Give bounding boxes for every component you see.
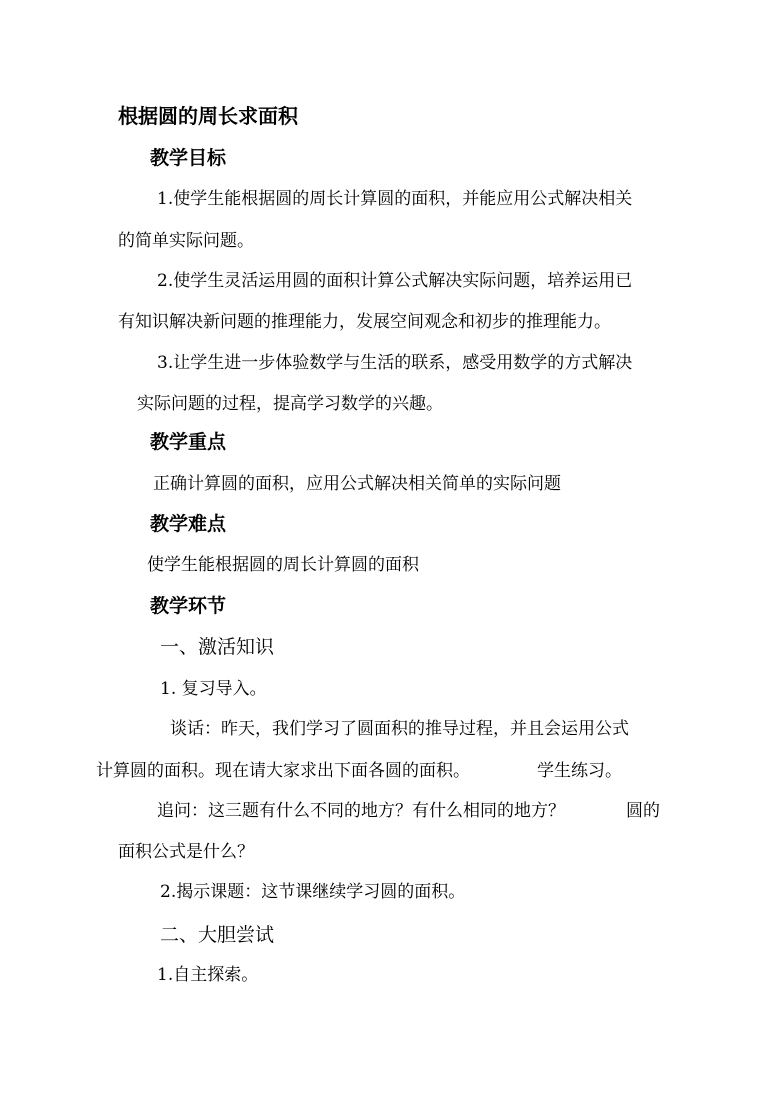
key-points-heading: 教学重点 (150, 431, 227, 453)
objective-3-line-2: 实际问题的过程，提高学习数学的兴趣。 (137, 394, 443, 414)
objective-2-line-2: 有知识解决新问题的推理能力，发展空间观念和初步的推理能力。 (118, 312, 611, 332)
ask-line-2: 面积公式是什么？ (118, 842, 254, 862)
process-heading: 教学环节 (150, 595, 227, 617)
objective-1-line-2: 的简单实际问题。 (118, 231, 254, 251)
objectives-heading: 教学目标 (150, 147, 227, 169)
document-title: 根据圆的周长求面积 (118, 104, 298, 128)
ask-line-1-end: 圆的 (626, 801, 660, 821)
step-reveal-topic: 2.揭示课题：这节课继续学习圆的面积。 (160, 882, 466, 902)
key-points-text: 正确计算圆的面积，应用公式解决相关简单的实际问题 (153, 474, 561, 494)
step-self-explore: 1.自主探索。 (157, 965, 259, 985)
difficulties-heading: 教学难点 (150, 513, 227, 535)
difficulties-text: 使学生能根据圆的周长计算圆的面积 (147, 555, 419, 575)
ask-line-1: 追问：这三题有什么不同的地方？有什么相同的地方？ (157, 801, 565, 821)
section-1-title: 一、激活知识 (160, 636, 275, 658)
talk-line-2-practice: 学生练习。 (537, 761, 622, 781)
talk-line-1: 谈话：昨天，我们学习了圆面积的推导过程，并且会运用公式 (170, 719, 629, 739)
objective-3-line-1: 3.让学生进一步体验数学与生活的联系，感受用数学的方式解决 (157, 353, 633, 373)
step-review-intro: 1. 复习导入。 (160, 679, 267, 699)
section-2-title: 二、大胆尝试 (160, 924, 275, 946)
objective-2-line-1: 2.使学生灵活运用圆的面积计算公式解决实际问题，培养运用已 (157, 271, 633, 291)
talk-line-2: 计算圆的面积。现在请大家求出下面各圆的面积。 (96, 761, 470, 781)
objective-1-line-1: 1.使学生能根据圆的周长计算圆的面积，并能应用公式解决相关 (157, 189, 633, 209)
